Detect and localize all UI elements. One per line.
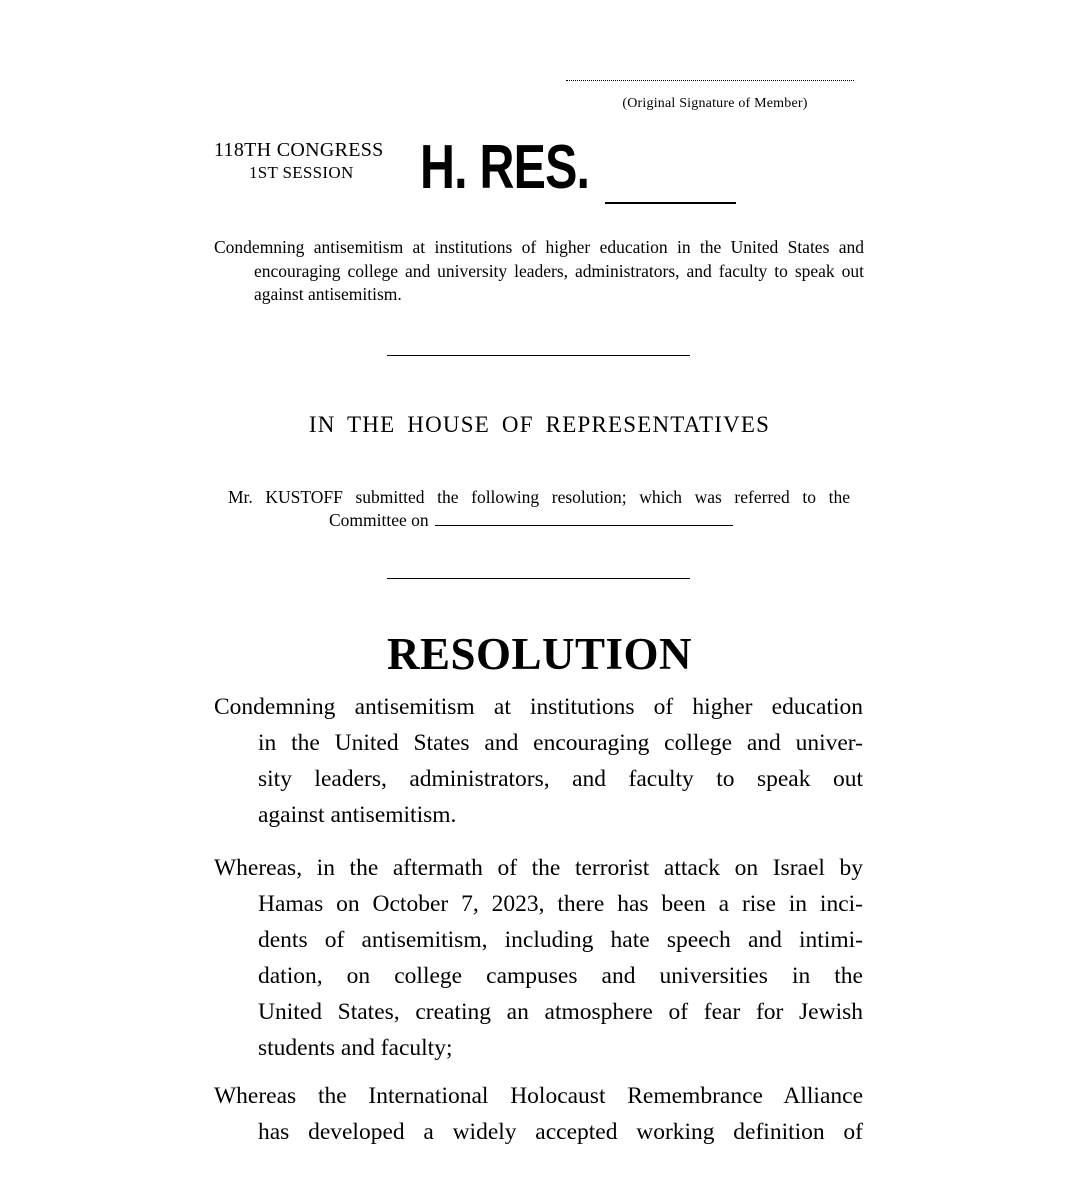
short-title: Condemning antisemitism at institutions of higher education in the United States and encouraging college and university leaders, administrators, and faculty to speak out against antisemitism. — [214, 237, 864, 304]
measure-number-blank — [605, 202, 736, 204]
chamber-heading: IN THE HOUSE OF REPRESENTATIVES — [308, 412, 771, 437]
title-line: Condemning antisemitism at institutions of higher education — [214, 694, 863, 720]
whereas-clause-2 — [214, 1078, 863, 1150]
whereas-line: United States, creating an atmosphere of fear for Jewish — [258, 999, 863, 1025]
congress-label: 118TH CONGRESS — [214, 139, 384, 161]
whereas-line: Hamas on October 7, 2023, there has been a rise in inci- — [258, 891, 863, 917]
whereas-line: Whereas the International Holocaust Remembrance Alliance — [214, 1083, 863, 1109]
whereas-clause-1 — [214, 850, 863, 1066]
title-line: sity leaders, administrators, and faculty to speak out — [258, 766, 863, 792]
whereas-line: Whereas, in the aftermath of the terrorist attack on Israel by — [214, 855, 863, 881]
sponsor-statement — [228, 486, 850, 532]
whereas-line: dents of antisemitism, including hate speech and intimi- — [258, 927, 863, 953]
divider-rule-top — [387, 355, 690, 356]
whereas-line: students and faculty; — [258, 1035, 453, 1061]
signature-caption: (Original Signature of Member) — [622, 96, 808, 111]
whereas-line: has developed a widely accepted working definition of — [258, 1119, 863, 1145]
sponsor-line-2 — [228, 509, 850, 532]
signature-line — [566, 66, 854, 81]
session-label: 1ST SESSION — [249, 163, 354, 182]
resolution-heading: RESOLUTION — [386, 629, 693, 679]
sponsor-line-1: Mr. KUSTOFF submitted the following resolution; which was referred to the — [228, 487, 850, 507]
title-line: against antisemitism. — [258, 802, 457, 828]
resolution-title-paragraph — [214, 689, 863, 833]
divider-rule-bottom — [387, 578, 690, 579]
measure-type: H. RES. — [420, 133, 590, 202]
whereas-line: dation, on college campuses and universities in the — [258, 963, 863, 989]
committee-blank — [435, 511, 733, 526]
committee-label: Committee on — [329, 510, 429, 530]
title-line: in the United States and encouraging college and univer- — [258, 730, 863, 756]
